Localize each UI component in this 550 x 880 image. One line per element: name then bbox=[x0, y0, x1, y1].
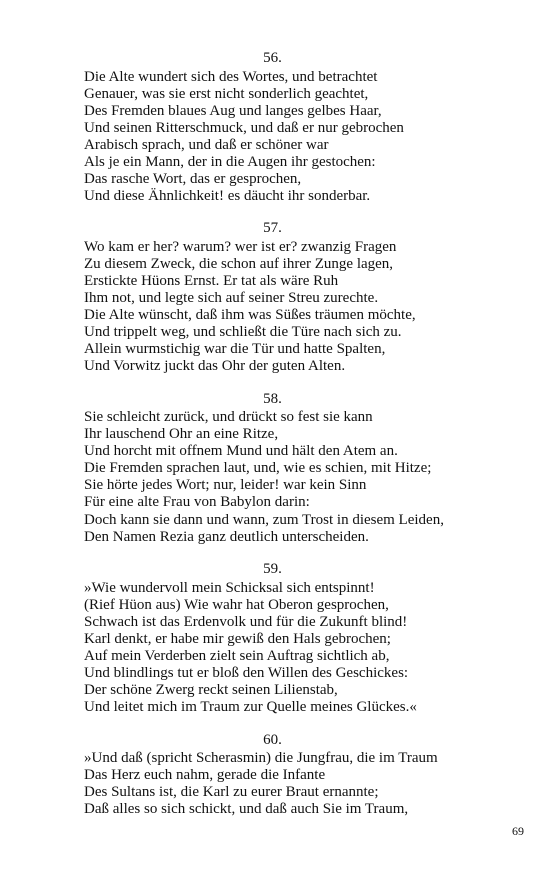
verse-line: Wo kam er her? warum? wer ist er? zwanzig Fragen bbox=[84, 238, 397, 255]
verse-line: Und Vorwitz juckt das Ohr der guten Alten. bbox=[84, 358, 346, 375]
verse-line: Und seinen Ritterschmuck, und daß er nur gebrochen bbox=[84, 119, 404, 136]
stanza-number: 59. bbox=[263, 561, 282, 578]
verse-line: Des Fremden blaues Aug und langes gelbes Haar, bbox=[84, 102, 382, 119]
stanza-56 bbox=[84, 50, 524, 205]
verse-line: Die Fremden sprachen laut, und, wie es schien, mit Hitze; bbox=[84, 460, 432, 477]
verse-line: Allein wurmstichig war die Tür und hatte Spalten, bbox=[84, 341, 386, 358]
verse-line: Die Alte wünscht, daß ihm was Süßes träumen möchte, bbox=[84, 307, 416, 324]
verse-line: Ihr lauschend Ohr an eine Ritze, bbox=[84, 426, 279, 443]
verse-line: Und leitet mich im Traum zur Quelle meines Glückes.« bbox=[84, 698, 417, 715]
page-number: 69 bbox=[512, 824, 524, 838]
verse-line: Für eine alte Frau von Babylon darin: bbox=[84, 494, 310, 511]
verse-line: Und diese Ähnlichkeit! es däucht ihr sonderbar. bbox=[84, 187, 371, 204]
verse-line: Das rasche Wort, das er gesprochen, bbox=[84, 170, 302, 187]
stanza-59 bbox=[84, 561, 524, 716]
verse-line: Karl denkt, er habe mir gewiß den Hals gebrochen; bbox=[84, 630, 391, 647]
verse-line: Auf mein Verderben zielt sein Auftrag sichtlich ab, bbox=[84, 647, 390, 664]
verse-line: Daß alles so sich schickt, und daß auch Sie im Traum, bbox=[84, 801, 409, 818]
verse-line: Und trippelt weg, und schließt die Türe nach sich zu. bbox=[84, 324, 402, 341]
verse-line: Und blindlings tut er bloß den Willen des Geschickes: bbox=[84, 664, 409, 681]
stanza-60 bbox=[84, 732, 524, 819]
verse-line: »Und daß (spricht Scherasmin) die Jungfrau, die im Traum bbox=[84, 750, 438, 766]
verse-line: Zu diesem Zweck, die schon auf ihrer Zunge lagen, bbox=[84, 255, 394, 272]
verse-line: Des Sultans ist, die Karl zu eurer Braut ernannte; bbox=[84, 784, 379, 801]
verse-line: Das Herz euch nahm, gerade die Infante bbox=[84, 767, 326, 784]
verse-line: (Rief Hüon aus) Wie wahr hat Oberon gesprochen, bbox=[84, 596, 389, 613]
stanza-number: 60. bbox=[263, 731, 282, 748]
verse-line: Und horcht mit offnem Mund und hält den Atem an. bbox=[84, 443, 398, 460]
verse-line: Doch kann sie dann und wann, zum Trost in diesem Leiden, bbox=[84, 511, 444, 528]
verse-line: Ihm not, und legte sich auf seiner Streu zurechte. bbox=[84, 290, 379, 307]
verse-line: Erstickte Hüons Ernst. Er tat als wäre Ruh bbox=[84, 272, 339, 289]
stanza-58 bbox=[84, 391, 524, 546]
verse-line: Als je ein Mann, der in die Augen ihr gestochen: bbox=[84, 153, 376, 170]
verse-line: Die Alte wundert sich des Wortes, und betrachtet bbox=[84, 68, 378, 85]
verse-line: Genauer, was sie erst nicht sonderlich geachtet, bbox=[84, 85, 369, 102]
verse-line: Arabisch sprach, und daß er schöner war bbox=[84, 136, 329, 153]
stanza-number: 58. bbox=[263, 390, 282, 407]
stanza-number: 56. bbox=[263, 50, 282, 66]
verse-line: Schwach ist das Erdenvolk und für die Zukunft blind! bbox=[84, 613, 408, 630]
verse-line: Der schöne Zwerg reckt seinen Lilienstab, bbox=[84, 681, 338, 698]
stanza-57 bbox=[84, 220, 524, 375]
page-body bbox=[84, 50, 524, 834]
verse-line: »Wie wundervoll mein Schicksal sich entspinnt! bbox=[84, 579, 375, 596]
stanza-number: 57. bbox=[263, 220, 282, 237]
verse-line: Sie hörte jedes Wort; nur, leider! war kein Sinn bbox=[84, 477, 367, 494]
verse-line: Sie schleicht zurück, und drückt so fest sie kann bbox=[84, 409, 373, 426]
verse-line: Den Namen Rezia ganz deutlich unterscheiden. bbox=[84, 528, 369, 545]
